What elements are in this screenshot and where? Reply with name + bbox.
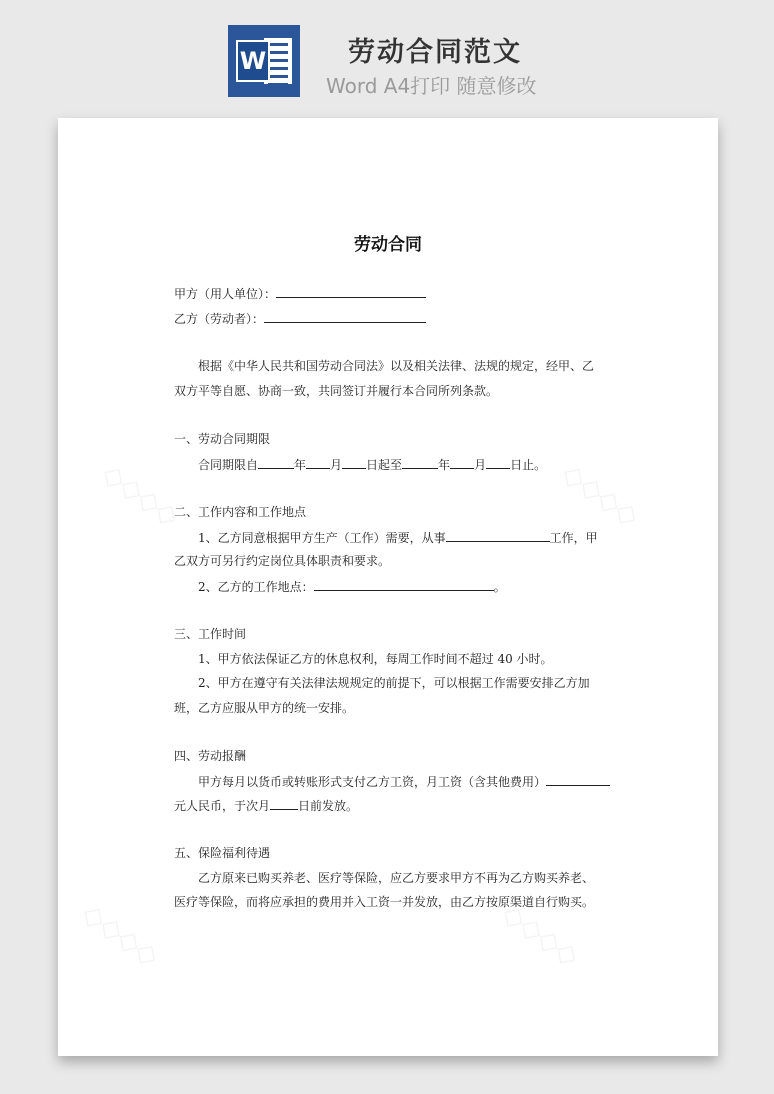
party-b-line bbox=[174, 311, 426, 326]
party-a-blank[interactable] bbox=[276, 286, 426, 298]
job-blank[interactable] bbox=[446, 530, 550, 542]
section-2-heading: 二、工作内容和工作地点 bbox=[174, 505, 307, 519]
work-location-blank[interactable] bbox=[314, 579, 494, 591]
page-header bbox=[0, 0, 774, 110]
party-b-label: 乙方（劳动者）： bbox=[174, 312, 265, 326]
term-text: 年 bbox=[294, 458, 307, 472]
end-day-blank[interactable] bbox=[486, 457, 510, 469]
term-text: 日起至 bbox=[366, 458, 403, 472]
document-title: 劳动合同 bbox=[354, 235, 422, 255]
salary-line-1 bbox=[198, 774, 610, 789]
term-text: 年 bbox=[438, 458, 451, 472]
party-a-line bbox=[174, 286, 426, 301]
header-subtitle: Word A4打印 随意修改 bbox=[326, 74, 537, 98]
salary-blank[interactable] bbox=[546, 774, 610, 786]
watermark bbox=[556, 456, 645, 532]
section-5-heading: 五、保险福利待遇 bbox=[174, 846, 271, 860]
document-page bbox=[58, 118, 718, 1056]
end-year-blank[interactable] bbox=[402, 457, 438, 469]
location-text: 。 bbox=[493, 580, 506, 594]
location-text: 2、乙方的工作地点： bbox=[198, 580, 314, 594]
end-month-blank[interactable] bbox=[450, 457, 474, 469]
salary-text: 元人民币，于次月 bbox=[174, 799, 271, 813]
work-time-line-1: 1、甲方依法保证乙方的休息权利，每周工作时间不超过 40 小时。 bbox=[198, 652, 553, 666]
job-content-line-2: 乙双方可另行约定岗位具体职责和要求。 bbox=[174, 554, 391, 568]
header-title: 劳动合同范文 bbox=[348, 37, 522, 68]
work-time-line-3: 班，乙方应服从甲方的统一安排。 bbox=[174, 701, 355, 715]
term-text: 月 bbox=[474, 458, 487, 472]
insurance-line-2: 医疗等保险，而将应承担的费用并入工资一并发放，由乙方按原渠道自行购买。 bbox=[174, 895, 595, 909]
work-time-line-2: 2、甲方在遵守有关法律法规规定的前提下，可以根据工作需要安排乙方加 bbox=[198, 676, 590, 690]
start-day-blank[interactable] bbox=[342, 457, 366, 469]
term-text: 月 bbox=[330, 458, 343, 472]
word-letter-icon: W bbox=[236, 40, 270, 82]
start-month-blank[interactable] bbox=[306, 457, 330, 469]
job-content-line bbox=[198, 530, 598, 545]
term-line bbox=[198, 457, 546, 472]
section-3-heading: 三、工作时间 bbox=[174, 627, 247, 641]
salary-text: 日前发放。 bbox=[298, 799, 359, 813]
section-1-heading: 一、劳动合同期限 bbox=[174, 432, 271, 446]
insurance-line-1: 乙方原来已购买养老、医疗等保险，应乙方要求甲方不再为乙方购买养老、 bbox=[198, 871, 595, 885]
section-4-heading: 四、劳动报酬 bbox=[174, 749, 247, 763]
word-document-icon bbox=[228, 25, 300, 97]
party-b-blank[interactable] bbox=[264, 311, 426, 323]
salary-line-2 bbox=[174, 798, 358, 813]
watermark bbox=[96, 456, 185, 532]
salary-text: 甲方每月以货币或转账形式支付乙方工资，月工资（含其他费用） bbox=[198, 775, 547, 789]
pay-day-blank[interactable] bbox=[270, 798, 298, 810]
term-text: 日止。 bbox=[510, 458, 547, 472]
start-year-blank[interactable] bbox=[258, 457, 294, 469]
job-text: 工作，甲 bbox=[549, 531, 598, 545]
watermark bbox=[76, 896, 165, 972]
work-location-line bbox=[198, 579, 506, 594]
preamble-line-2: 双方平等自愿、协商一致，共同签订并履行本合同所列条款。 bbox=[174, 384, 499, 398]
term-text: 合同期限自 bbox=[198, 458, 259, 472]
job-text: 1、乙方同意根据甲方生产（工作）需要，从事 bbox=[198, 531, 446, 545]
preamble-line-1: 根据《中华人民共和国劳动合同法》以及相关法律、法规的规定，经甲、乙 bbox=[198, 359, 595, 373]
party-a-label: 甲方（用人单位）： bbox=[174, 287, 277, 301]
